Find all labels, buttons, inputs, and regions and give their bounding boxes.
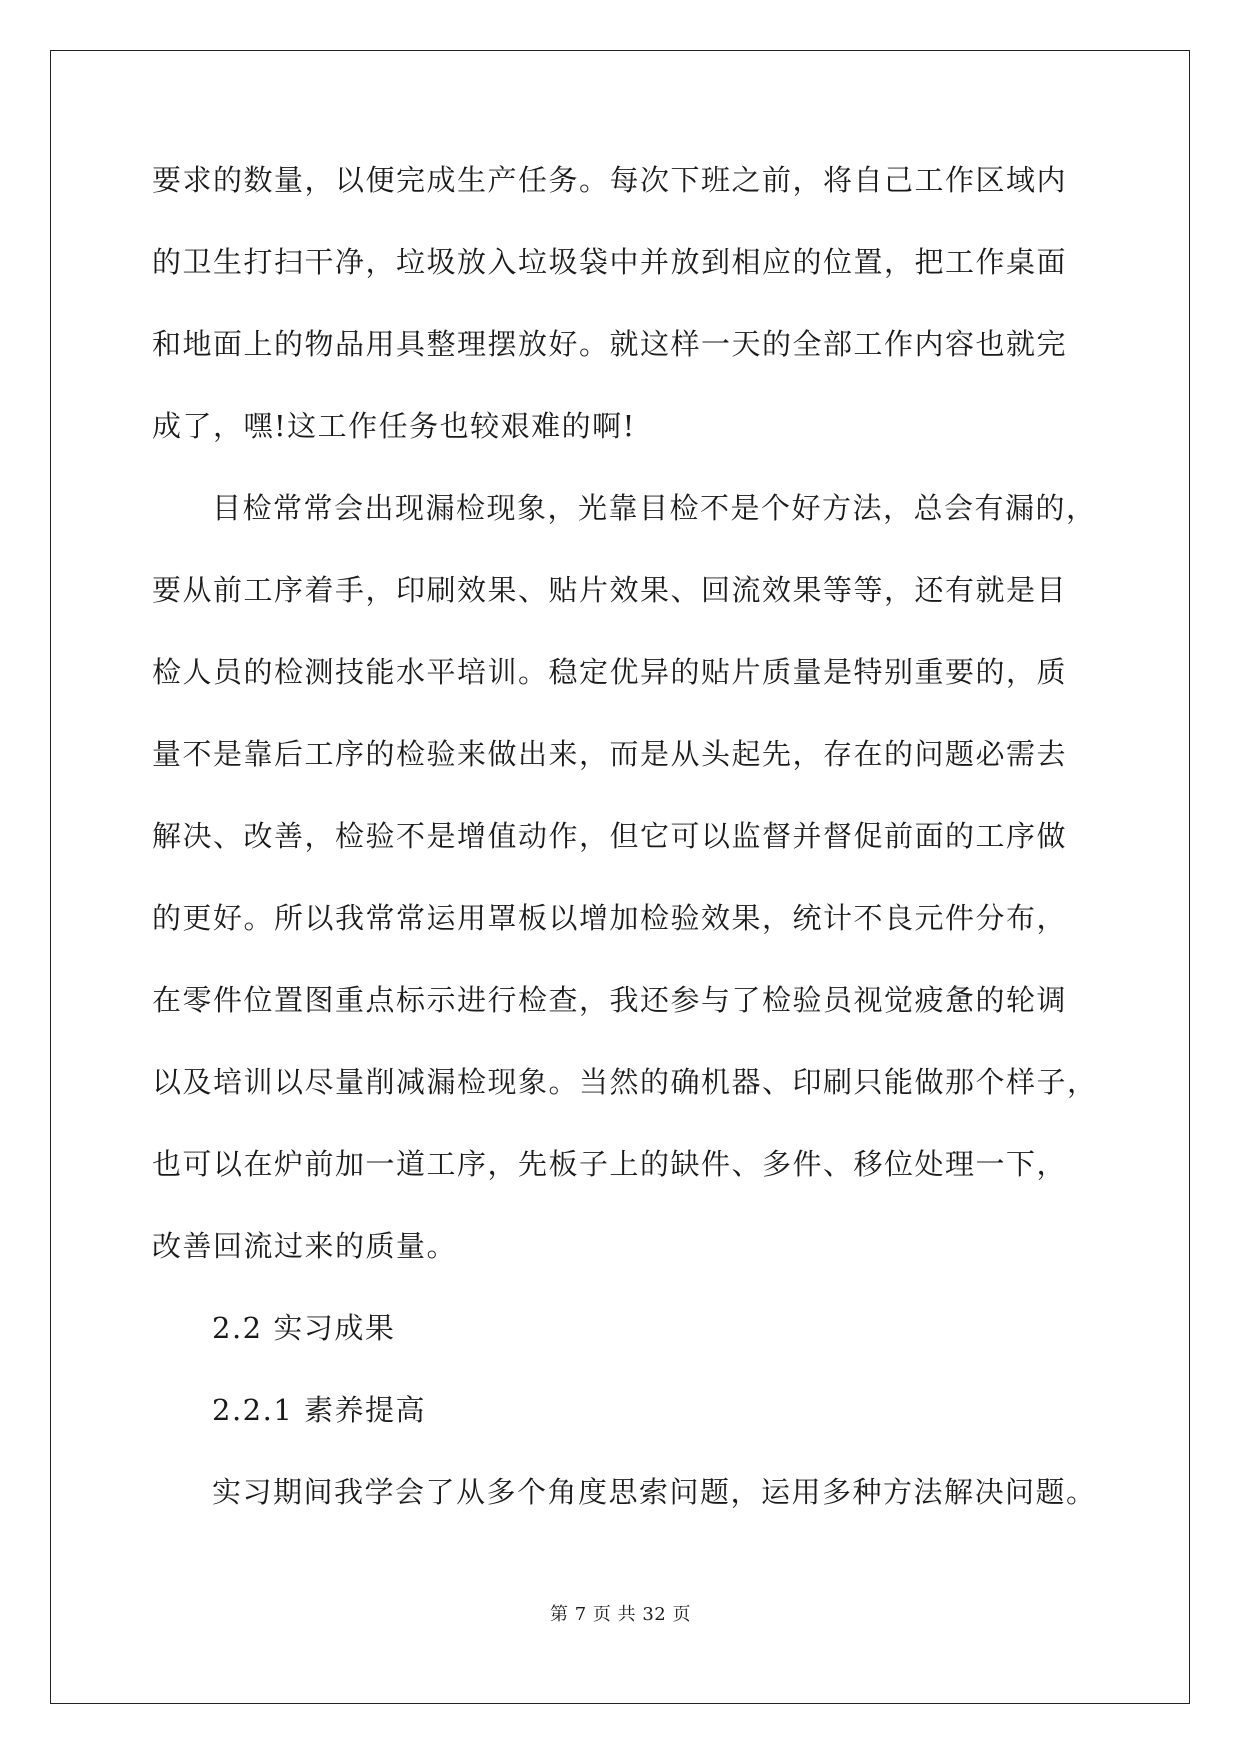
text-line: 量不是靠后工序的检验来做出来，而是从头起先，存在的问题必需去	[152, 737, 1068, 771]
text-line: 以及培训以尽量削减漏检现象。当然的确机器、印刷只能做那个样子，	[152, 1065, 1098, 1099]
text-line: 也可以在炉前加一道工序，先板子上的缺件、多件、移位处理一下，	[152, 1147, 1068, 1181]
text-line: 2.2.1 素养提高	[212, 1393, 427, 1427]
text-line: 的更好。所以我常常运用罩板以增加检验效果，统计不良元件分布，	[152, 901, 1068, 935]
text-line: 改善回流过来的质量。	[152, 1229, 458, 1263]
text-line: 成了，嘿!这工作任务也较艰难的啊!	[152, 409, 636, 443]
text-line: 目检常常会出现漏检现象，光靠目检不是个好方法，总会有漏的，	[212, 491, 1097, 525]
text-line: 和地面上的物品用具整理摆放好。就这样一天的全部工作内容也就完	[152, 327, 1068, 361]
text-line: 的卫生打扫干净，垃圾放入垃圾袋中并放到相应的位置，把工作桌面	[152, 245, 1068, 279]
text-line: 在零件位置图重点标示进行检查，我还参与了检验员视觉疲惫的轮调	[152, 983, 1068, 1017]
text-line: 解决、改善，检验不是增值动作，但它可以监督并督促前面的工序做	[152, 819, 1068, 853]
text-line: 2.2 实习成果	[212, 1311, 396, 1345]
page-number-footer: 第 7 页 共 32 页	[550, 1604, 691, 1625]
text-line: 实习期间我学会了从多个角度思索问题，运用多种方法解决问题。	[212, 1475, 1097, 1509]
document-body	[152, 160, 1098, 1554]
text-line: 要求的数量，以便完成生产任务。每次下班之前，将自己工作区域内	[152, 163, 1068, 197]
text-line: 要从前工序着手，印刷效果、贴片效果、回流效果等等，还有就是目	[152, 573, 1068, 607]
text-line: 检人员的检测技能水平培训。稳定优异的贴片质量是特别重要的，质	[152, 655, 1068, 689]
